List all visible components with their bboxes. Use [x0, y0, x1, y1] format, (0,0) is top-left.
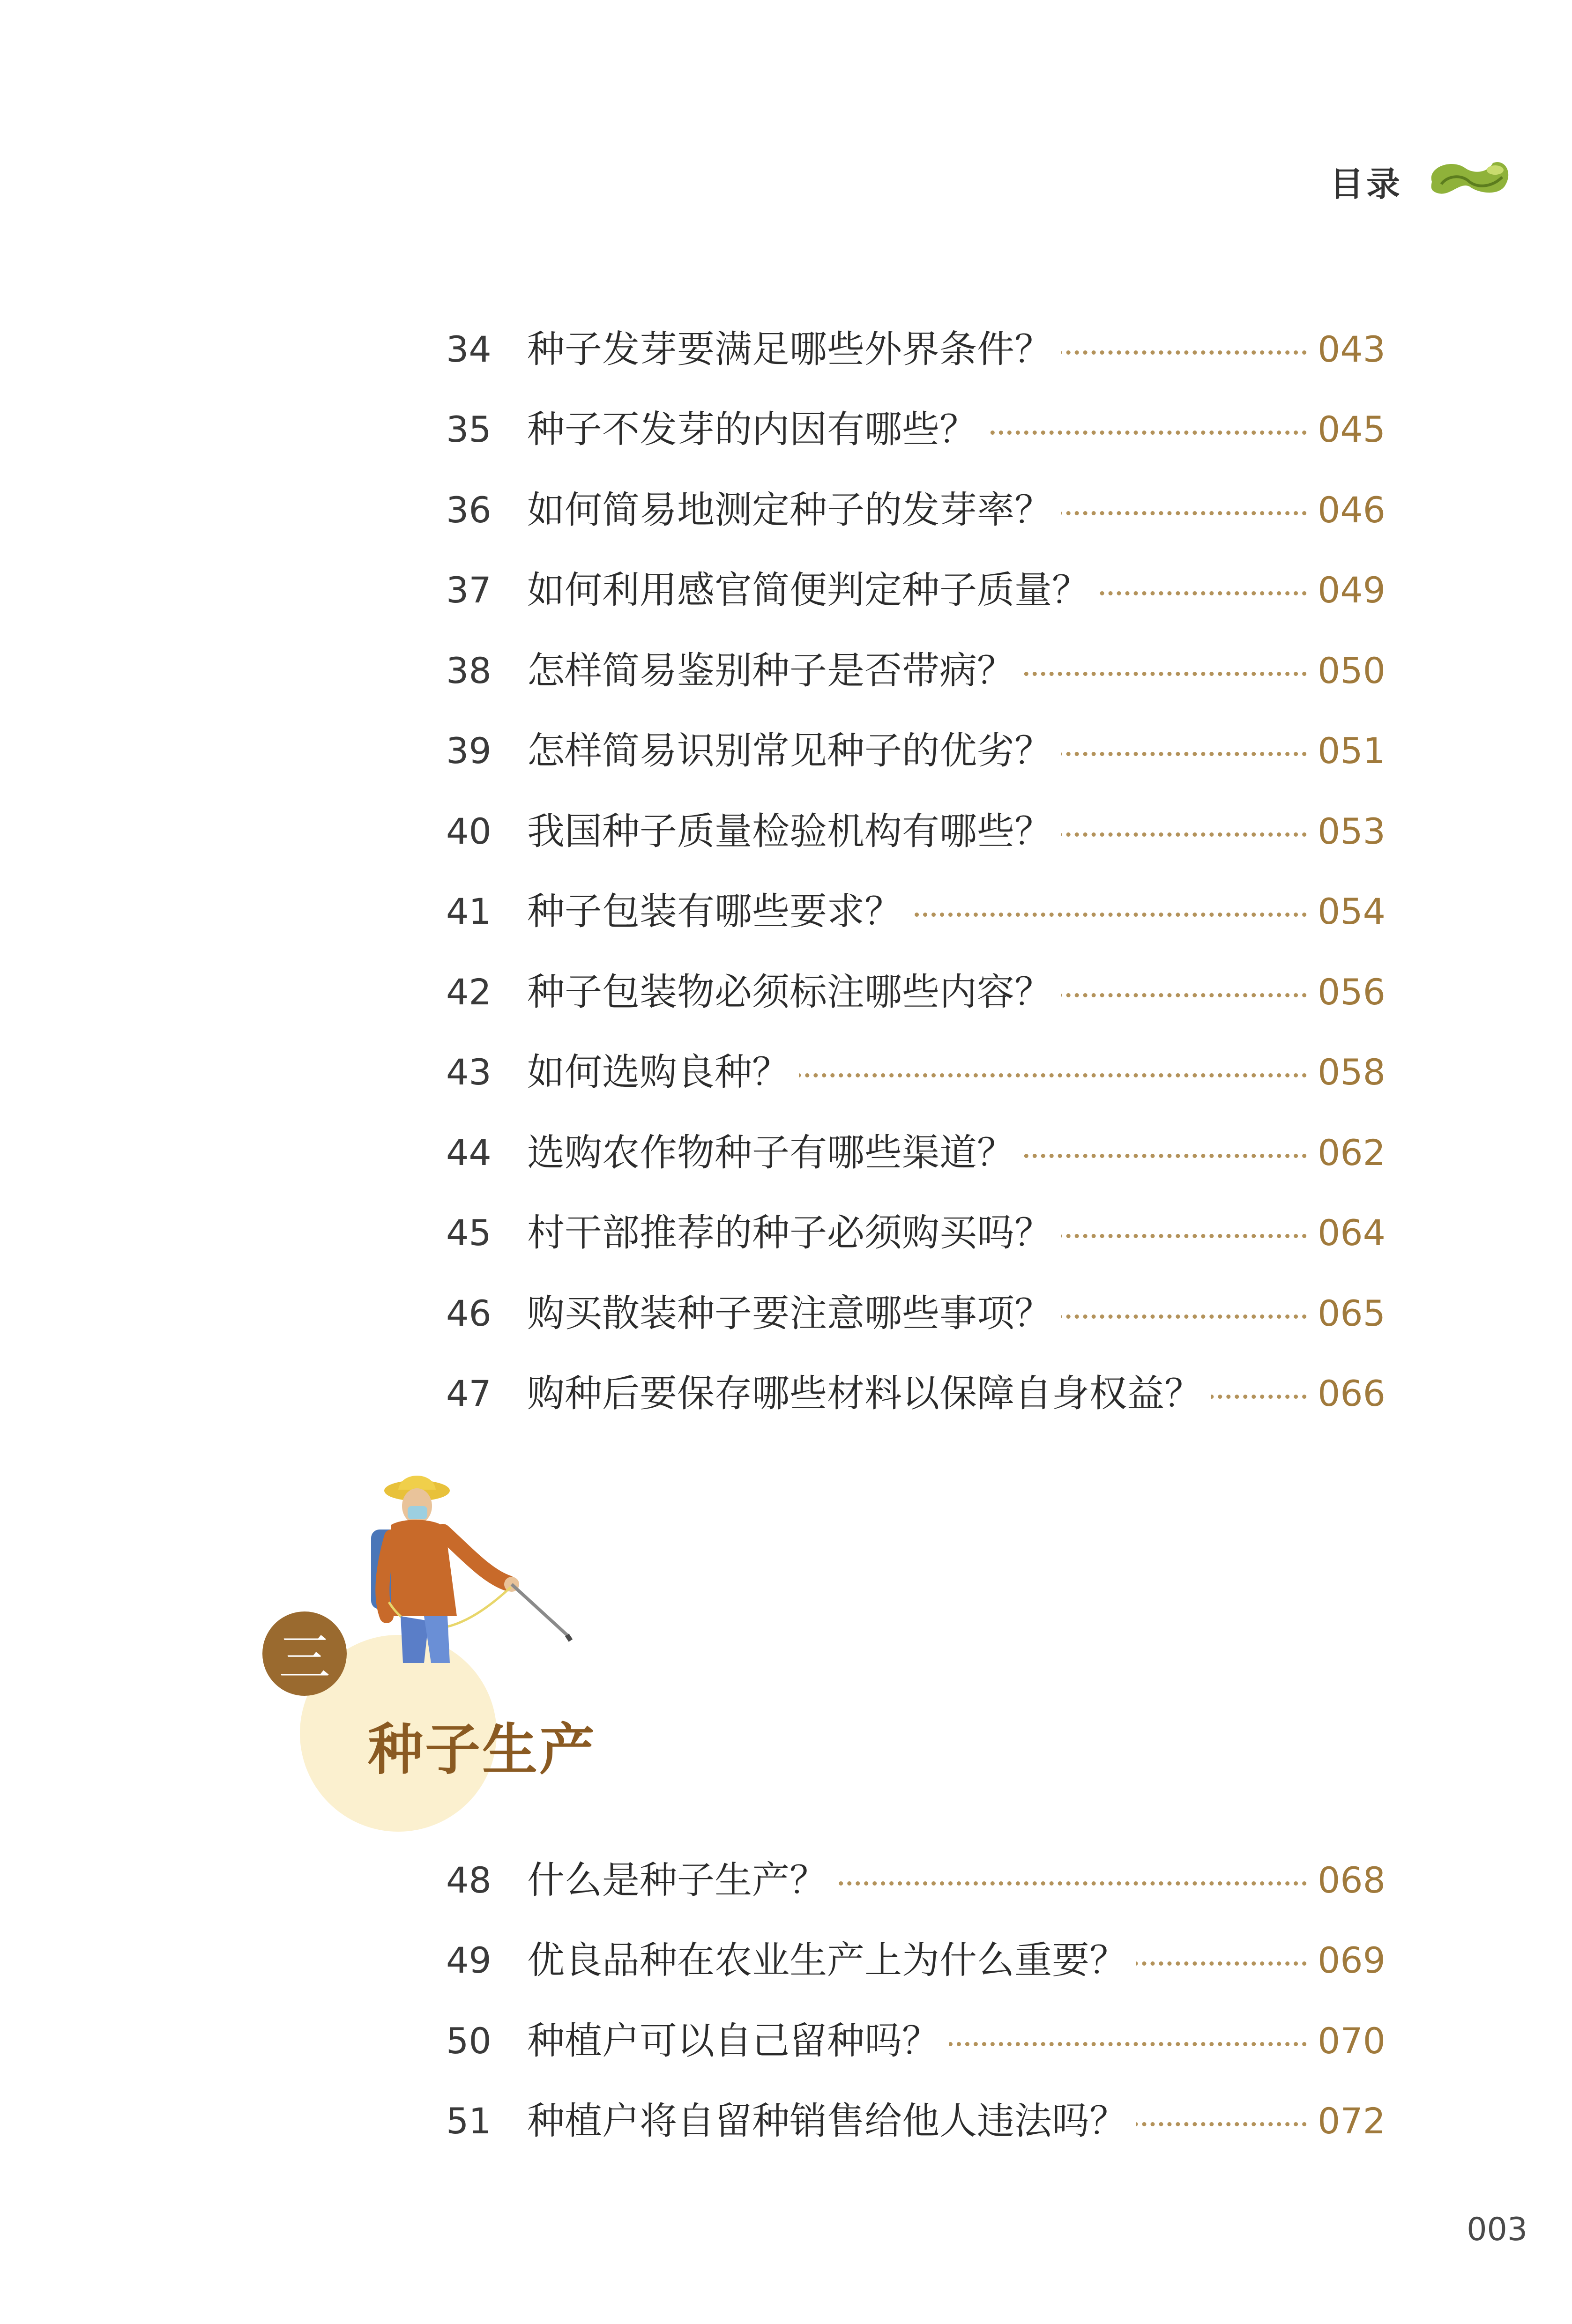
toc-entry-title: 选购农作物种子有哪些渠道？: [527, 1134, 1024, 1172]
toc-entry-title: 优良品种在农业生产上为什么重要？: [527, 1942, 1136, 1979]
toc-entry[interactable]: [0, 2081, 1572, 2162]
toc-entry[interactable]: [0, 791, 1572, 872]
toc-entry-number: 42: [446, 971, 492, 1013]
toc-entry[interactable]: [0, 470, 1572, 550]
page-header-title: 目录: [1330, 164, 1403, 204]
toc-entry-title: 怎样简易鉴别种子是否带病？: [527, 652, 1024, 690]
toc-entry-page: 051: [1309, 733, 1386, 769]
toc-entry[interactable]: [0, 2001, 1572, 2081]
toc-entry-page: 065: [1309, 1296, 1386, 1331]
toc-entry-page: 062: [1309, 1135, 1386, 1171]
toc-entry-number: 34: [446, 328, 492, 370]
toc-section-part1: [0, 309, 1572, 1434]
toc-entry-title: 种子包装物必须标注哪些内容？: [527, 973, 1061, 1011]
toc-entry-page: 043: [1309, 332, 1386, 367]
toc-entry-page: 056: [1309, 974, 1386, 1010]
toc-entry[interactable]: [0, 1840, 1572, 1921]
toc-entry[interactable]: [0, 390, 1572, 470]
toc-entry[interactable]: [0, 1273, 1572, 1354]
toc-entry-number: 51: [446, 2100, 492, 2142]
toc-entry-title: 我国种子质量检验机构有哪些？: [527, 813, 1061, 850]
page-number: 003: [1467, 2211, 1527, 2248]
toc-entry-number: 49: [446, 1939, 492, 1982]
toc-entry-title: 购买散装种子要注意哪些事项？: [527, 1295, 1061, 1332]
toc-entry-number: 43: [446, 1051, 492, 1093]
toc-entry-page: 070: [1309, 2023, 1386, 2059]
toc-entry-page: 068: [1309, 1863, 1386, 1898]
toc-entry[interactable]: [0, 1354, 1572, 1434]
toc-entry-page: 049: [1309, 572, 1386, 608]
chapter-title: 种子生产: [368, 1717, 597, 1782]
toc-entry-page: 066: [1309, 1376, 1386, 1411]
toc-entry-title: 什么是种子生产？: [527, 1862, 836, 1899]
chapter-number-badge: 三: [262, 1611, 347, 1696]
toc-entry-title: 如何选购良种？: [527, 1054, 799, 1091]
toc-entry-number: 40: [446, 810, 492, 852]
toc-entry-number: 50: [446, 2020, 492, 2062]
toc-entry-title: 村干部推荐的种子必须购买吗？: [527, 1214, 1061, 1252]
toc-entry-number: 41: [446, 891, 492, 933]
toc-entry-title: 种子包装有哪些要求？: [527, 893, 911, 930]
toc-section-part2: [0, 1840, 1572, 2161]
toc-entry-title: 种子不发芽的内因有哪些？: [527, 411, 986, 448]
toc-entry-page: 053: [1309, 814, 1386, 849]
toc-entry-page: 069: [1309, 1943, 1386, 1978]
toc-entry[interactable]: [0, 952, 1572, 1032]
toc-entry[interactable]: [0, 1193, 1572, 1274]
toc-entry-number: 46: [446, 1292, 492, 1334]
chapter-heading: [262, 1462, 637, 1799]
toc-entry-number: 35: [446, 408, 492, 451]
toc-entry-page: 058: [1309, 1054, 1386, 1090]
toc-entry-title: 如何利用感官简便判定种子质量？: [527, 572, 1099, 609]
toc-entry[interactable]: [0, 1032, 1572, 1113]
seed-sprout-icon: [1423, 149, 1516, 207]
toc-entry[interactable]: [0, 872, 1572, 952]
toc-entry[interactable]: [0, 1113, 1572, 1193]
toc-entry[interactable]: [0, 711, 1572, 792]
toc-entry-title: 种子发芽要满足哪些外界条件？: [527, 331, 1061, 368]
toc-entry-number: 39: [446, 730, 492, 772]
toc-entry-number: 37: [446, 569, 492, 611]
toc-entry-number: 38: [446, 649, 492, 691]
toc-entry-page: 054: [1309, 894, 1386, 929]
toc-entry-page: 072: [1309, 2103, 1386, 2139]
toc-entry-page: 045: [1309, 412, 1386, 447]
toc-entry-number: 47: [446, 1373, 492, 1415]
toc-entry-number: 48: [446, 1859, 492, 1901]
toc-entry-title: 购种后要保存哪些材料以保障自身权益？: [527, 1375, 1211, 1412]
toc-entry-number: 36: [446, 489, 492, 531]
toc-entry-title: 种植户可以自己留种吗？: [527, 2022, 949, 2060]
toc-entry-number: 45: [446, 1212, 492, 1254]
toc-entry-page: 046: [1309, 492, 1386, 528]
toc-entry-page: 064: [1309, 1215, 1386, 1251]
toc-entry[interactable]: [0, 550, 1572, 631]
toc-entry[interactable]: [0, 1921, 1572, 2001]
toc-entry-title: 种植户将自留种销售给他人违法吗？: [527, 2102, 1136, 2140]
toc-entry-title: 怎样简易识别常见种子的优劣？: [527, 732, 1061, 770]
toc-entry-number: 44: [446, 1131, 492, 1173]
toc-entry-page: 050: [1309, 653, 1386, 689]
toc-entry[interactable]: [0, 631, 1572, 711]
farmer-spraying-icon: [347, 1462, 590, 1684]
toc-entry-title: 如何简易地测定种子的发芽率？: [527, 491, 1061, 529]
toc-entry[interactable]: [0, 309, 1572, 390]
